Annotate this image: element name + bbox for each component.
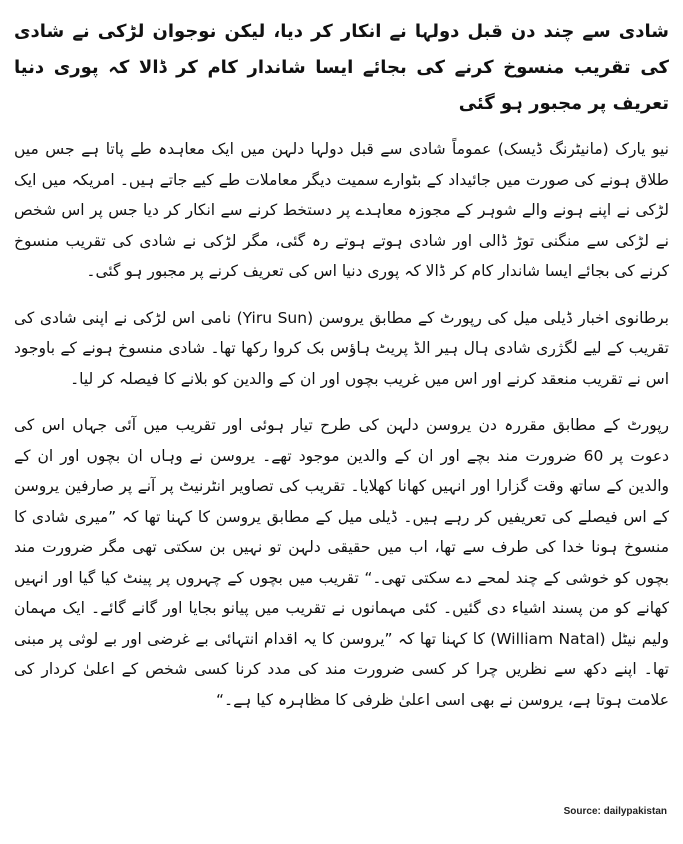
article [14, 14, 669, 731]
article-paragraph-3: رپورٹ کے مطابق مقررہ دن یروسن دلہن کی طرح تیار ہوئی اور تقریب میں آئی جہاں اس کی دعوت پر 60 ضرورت مند بچے اور ان کے والدین موجود تھے۔ یروسن نے وہاں ان بچوں اور ان کے والدین کے ساتھ وقت گزارا اور انہیں کھانا کھلایا۔ تقریب کی تصاویر انٹرنیٹ پر آنے پر صارفین یروسن کے اس فیصلے کی تعریفیں کر رہے ہیں۔ ڈیلی میل کے مطابق یروسن کا کہنا تھا کہ ”میری شادی کا منسوخ ہونا خدا کی طرف سے تھا، اب میں حقیقی دلہن تو نہیں بن سکتی تھی مگر ضرورت مند بچوں کو خوشی کے چند لمحے دے سکتی تھی۔“ تقریب میں بچوں کے چہروں پر پینٹ کیا گیا اور انہیں کھانے کو من پسند اشیاء دی گئیں۔ کئی مہمانوں نے تقریب میں پیانو بجایا اور گانے گائے۔ ایک مہمان ولیم نیٹل (William Natal) کا کہنا تھا کہ ”یروسن کا یہ اقدام انتہائی بے غرضی اور بے لوثی پر مبنی تھا۔ اپنے دکھ سے نظریں چرا کر کسی ضرورت مند کی مدد کرنا کسی شخص کے اعلیٰ کردار کی علامت ہوتا ہے، یروسن نے بھی اسی اعلیٰ ظرفی کا مظاہرہ کیا ہے۔“ [14, 416, 669, 709]
source-credit: Source: dailypakistan [563, 806, 667, 817]
article-paragraph-1: نیو یارک (مانیٹرنگ ڈیسک) عموماً شادی سے قبل دولہا دلہن میں ایک معاہدہ طے پاتا ہے جس میں طلاق ہونے کی صورت میں جائیداد کے بٹوارے سمیت دیگر معاملات طے کیے جاتے ہیں۔ امریکہ میں ایک لڑکی نے اپنے ہونے والے شوہر کے مجوزہ معاہدے پر دستخط کرنے سے انکار کر دیا جس پر اس شخص نے لڑکی سے منگنی توڑ ڈالی اور شادی ہوتے ہوتے رہ گئی، مگر لڑکی نے شادی کی تقریب منسوخ کرنے کی بجائے ایسا شاندار کام کر ڈالا کہ پوری دنیا اس کی تعریف کرنے پر مجبور ہو گئی۔ [14, 140, 669, 280]
article-headline: شادی سے چند دن قبل دولہا نے انکار کر دیا، لیکن نوجوان لڑکی نے شادی کی تقریب منسوخ کرنے کی بجائے ایسا شاندار کام کر ڈالا کہ پوری دنیا تعریف پر مجبور ہو گئی [14, 21, 669, 114]
article-paragraph-2: برطانوی اخبار ڈیلی میل کی رپورٹ کے مطابق یروسن (Yiru Sun) نامی اس لڑکی نے اپنی شادی کی تقریب کے لیے لگژری شادی ہال ہیر الڈ پریٹ ہاؤس بک کروا رکھا تھا۔ شادی منسوخ ہونے کے باوجود اس نے تقریب منعقد کرنے اور اس میں غریب بچوں اور ان کے والدین کو بلانے کا فیصلہ کر لیا۔ [14, 308, 669, 388]
